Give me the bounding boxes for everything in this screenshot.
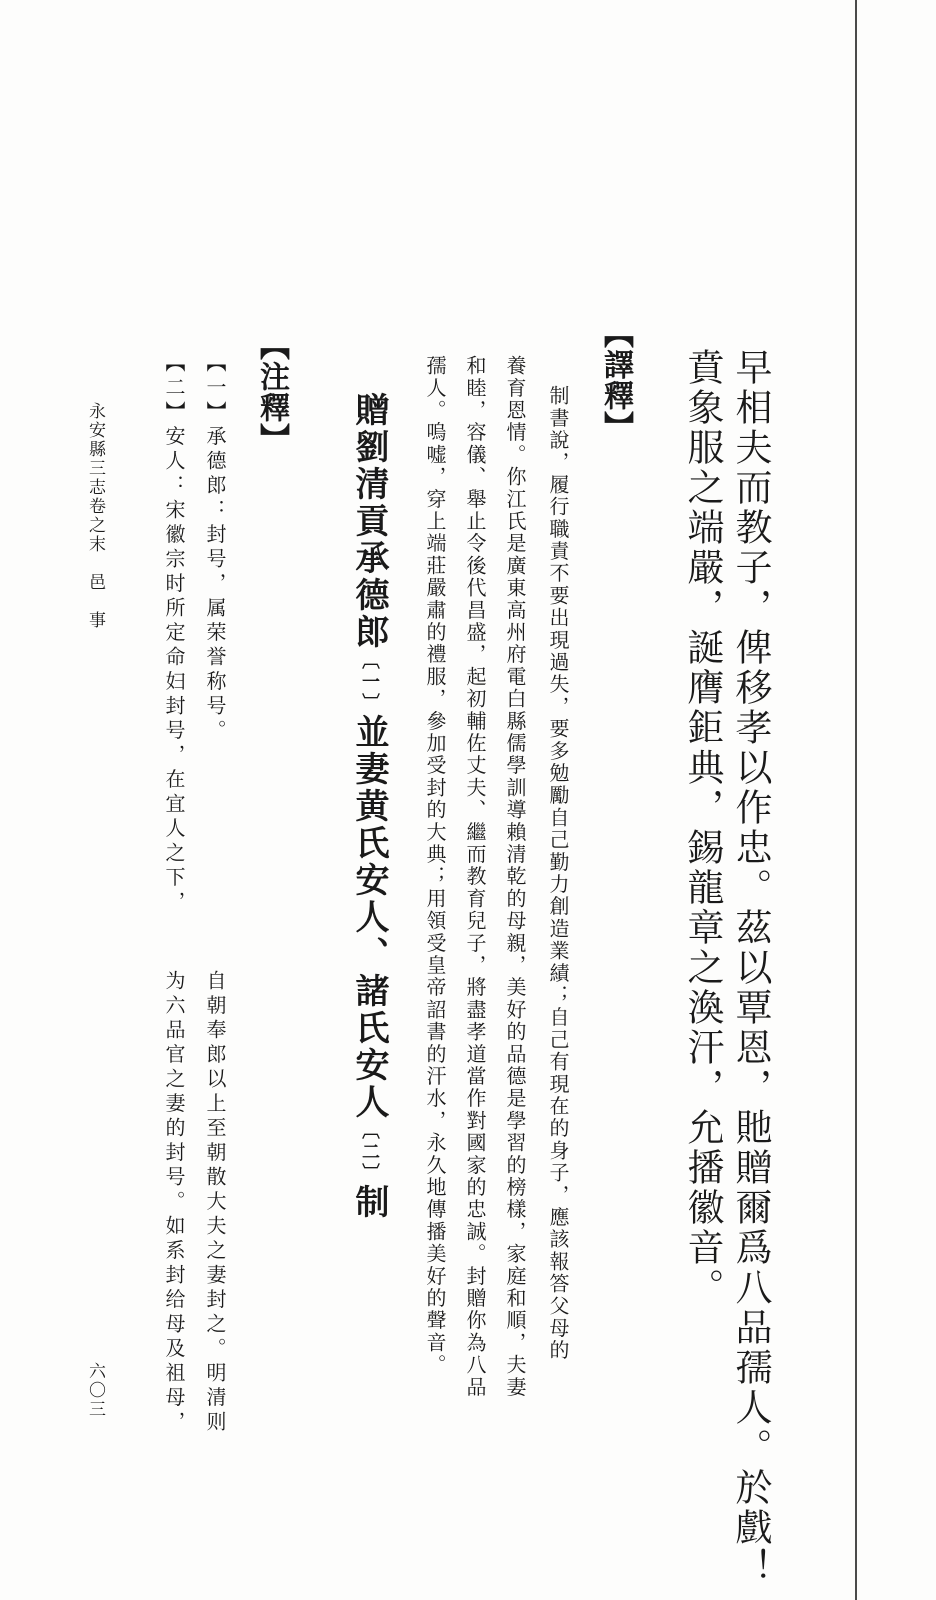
edict-title-part-2: 並妻黄氏安人、諸氏安人 [349,714,389,1121]
translation-heading: 【譯釋】 [598,318,633,442]
footnote-ref-2: 〔二〕 [359,1121,380,1184]
translation-line-3: 和睦，容儀、舉止令後代昌盛，起初輔佐丈夫、繼而教育兒子，將盡孝道當作對國家的忠誠。封贈你為八品 [463,355,487,1399]
notes-heading: 【注釋】 [254,330,289,454]
edict-title-part-1: 贈劉清貢承德郎 [349,392,389,651]
translation-line-2: 養育恩情。你江氏是廣東高州府電白縣儒學訓導賴清乾的母親，美好的品德是學習的榜樣，家庭和順，夫妻 [503,355,527,1399]
page-number: 六〇三 [85,1362,105,1419]
note-2-line-c: 为六品官之妻的封号。如系封给母及祖母， [162,970,186,1436]
translation-line-1: 制書說，履行職責不要出現過失，要多勉勵自己勤力創造業績；自己有現在的身子，應該報答父母的 [546,385,570,1362]
note-2-line-b: 自朝奉郎以上至朝散大夫之妻封之。明清则 [203,970,227,1436]
edict-title [349,392,389,1221]
translation-line-4: 孺人。嗚嘘，穿上端莊嚴肅的禮服，參加受封的大典；用領受皇帝詔書的汗水，永久地傳播美好的聲音。 [423,355,447,1377]
margin-rule [855,0,857,1600]
edict-title-part-3: 制 [349,1184,389,1221]
running-head: 永安縣三志卷之末 邑 事 [85,402,105,630]
note-1: 【一】承德郎：封号，属荣誉称号。 [203,352,227,744]
note-2-line-a: 【二】安人：宋徽宗时所定命妇封号，在宜人之下， [162,352,186,916]
footnote-ref-1: 〔一〕 [359,651,380,714]
main-text-line-1: 早相夫而教子，俾移孝以作忠。茲以覃恩，貤贈爾爲八品孺人。於戲！ [729,348,772,1588]
main-text-line-2: 賁象服之端嚴，誕膺鉅典，錫龍章之渙汗，允播徽音。 [681,348,724,1308]
